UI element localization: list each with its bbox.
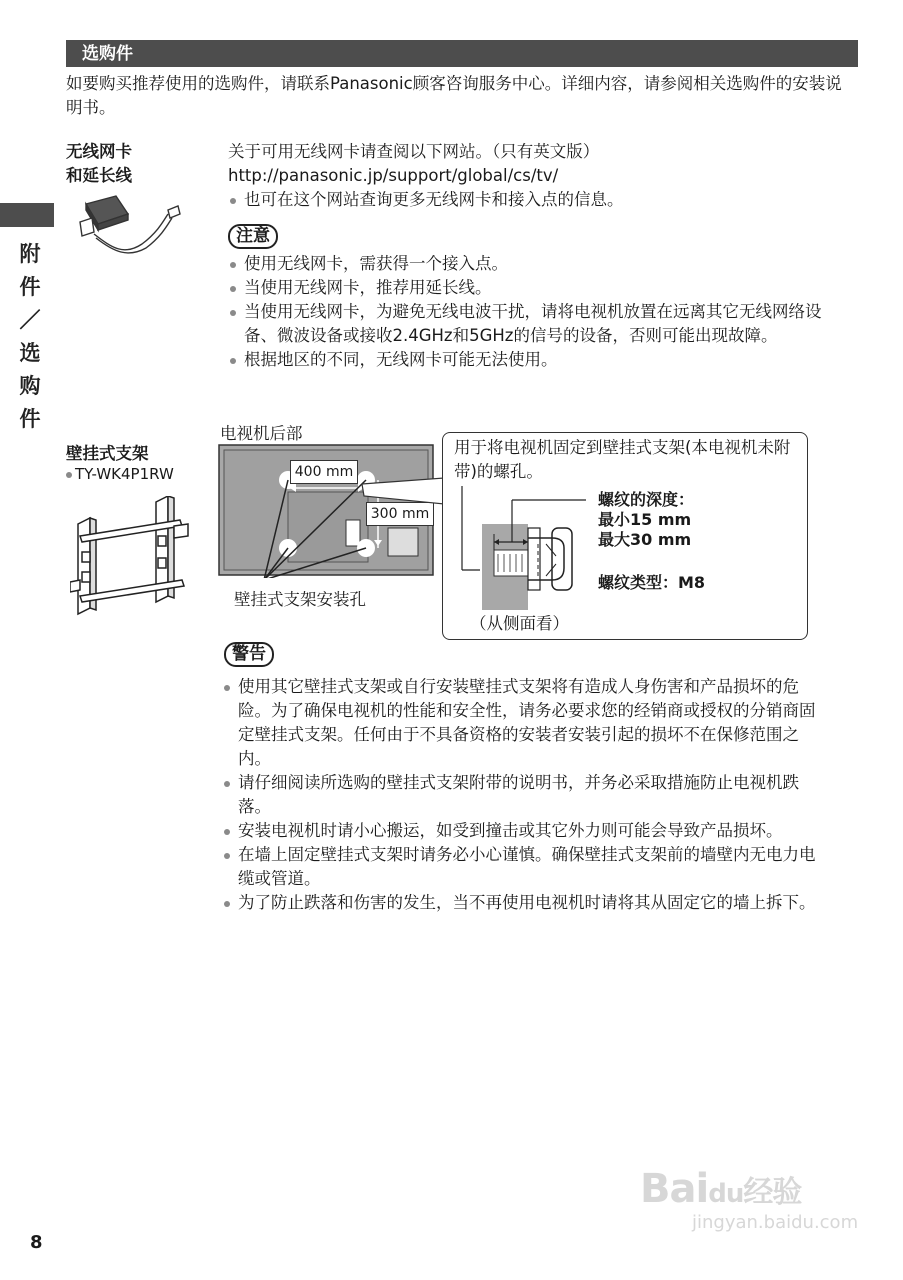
dimension-300: 300 mm <box>366 502 434 526</box>
note-item: 当使用无线网卡，推荐用延长线。 <box>228 276 832 300</box>
side-tab-marker <box>0 203 54 227</box>
warning-item: 安装电视机时请小心搬运，如受到撞击或其它外力则可能会导致产品损坏。 <box>222 819 826 843</box>
warning-item: 在墙上固定壁挂式支架时请务必小心谨慎。确保壁挂式支架前的墙壁内无电力电缆或管道。 <box>222 843 826 891</box>
wireless-adapter-illustration <box>72 192 184 262</box>
section-title: 选购件 <box>82 44 133 64</box>
intro-text: 如要购买推荐使用的选购件，请联系Panasonic顾客咨询服务中心。详细内容，请参阅相关选购件的安装说明书。 <box>66 74 842 117</box>
wireless-bullet: 也可在这个网站查询更多无线网卡和接入点的信息。 <box>228 188 848 212</box>
note-item: 使用无线网卡，需获得一个接入点。 <box>228 252 832 276</box>
thread-depth: 螺纹的深度： 最小15 mm 最大30 mm <box>598 490 695 549</box>
warning-list <box>222 675 826 915</box>
tv-back-label: 电视机后部 <box>220 424 303 443</box>
note-list <box>228 252 832 372</box>
screw-side-view <box>456 484 586 614</box>
side-tab-label: 附 件 ／ 选 购 件 <box>19 242 41 431</box>
bracket-label: 壁挂式支架 <box>66 444 149 463</box>
mounting-holes-label: 壁挂式支架安装孔 <box>234 590 366 609</box>
wireless-description: 关于可用无线网卡请查阅以下网站。（只有英文版） http://panasonic.jp/support/global/cs/tv/ 也可在这个网站查询更多无线网卡和接入点的信息。 <box>228 140 848 212</box>
callout-connector <box>360 476 450 536</box>
callout-text: 用于将电视机固定到壁挂式支架(本电视机未附带)的螺孔。 <box>454 438 791 481</box>
thread-type: 螺纹类型：M8 <box>598 573 706 592</box>
warning-item: 为了防止跌落和伤害的发生，当不再使用电视机时请将其从固定它的墙上拆下。 <box>222 891 826 915</box>
watermark-url: jingyan.baidu.com <box>692 1212 859 1233</box>
side-view-caption: （从侧面看） <box>470 614 569 633</box>
baidu-watermark: Baidu经验 <box>640 1166 802 1212</box>
support-url[interactable]: http://panasonic.jp/support/global/cs/tv/ <box>228 166 559 185</box>
warning-item: 请仔细阅读所选购的壁挂式支架附带的说明书，并务必采取措施防止电视机跌落。 <box>222 771 826 819</box>
note-badge: 注意 <box>228 224 278 249</box>
note-item: 根据地区的不同，无线网卡可能无法使用。 <box>228 348 832 372</box>
warning-item: 使用其它壁挂式支架或自行安装壁挂式支架将有造成人身伤害和产品损坏的危险。为了确保电视机的性能和安全性，请务必要求您的经销商或授权的分销商固定壁挂式支架。任何由于不具备资格的安装者安装引起的损坏不在保修范围之内。 <box>222 675 826 771</box>
bracket-model: TY-WK4P1RW <box>66 464 174 484</box>
warning-badge: 警告 <box>224 642 274 667</box>
section-header-bar <box>66 40 858 67</box>
page-number: 8 <box>30 1232 43 1253</box>
dimension-400: 400 mm <box>290 460 358 484</box>
note-item: 当使用无线网卡，为避免无线电波干扰，请将电视机放置在远离其它无线网络设备、微波设备或接收2.4GHz和5GHz的信号的设备，否则可能出现故障。 <box>228 300 832 348</box>
wireless-label: 无线网卡 和延长线 <box>66 142 132 185</box>
wall-bracket-illustration <box>70 496 196 622</box>
